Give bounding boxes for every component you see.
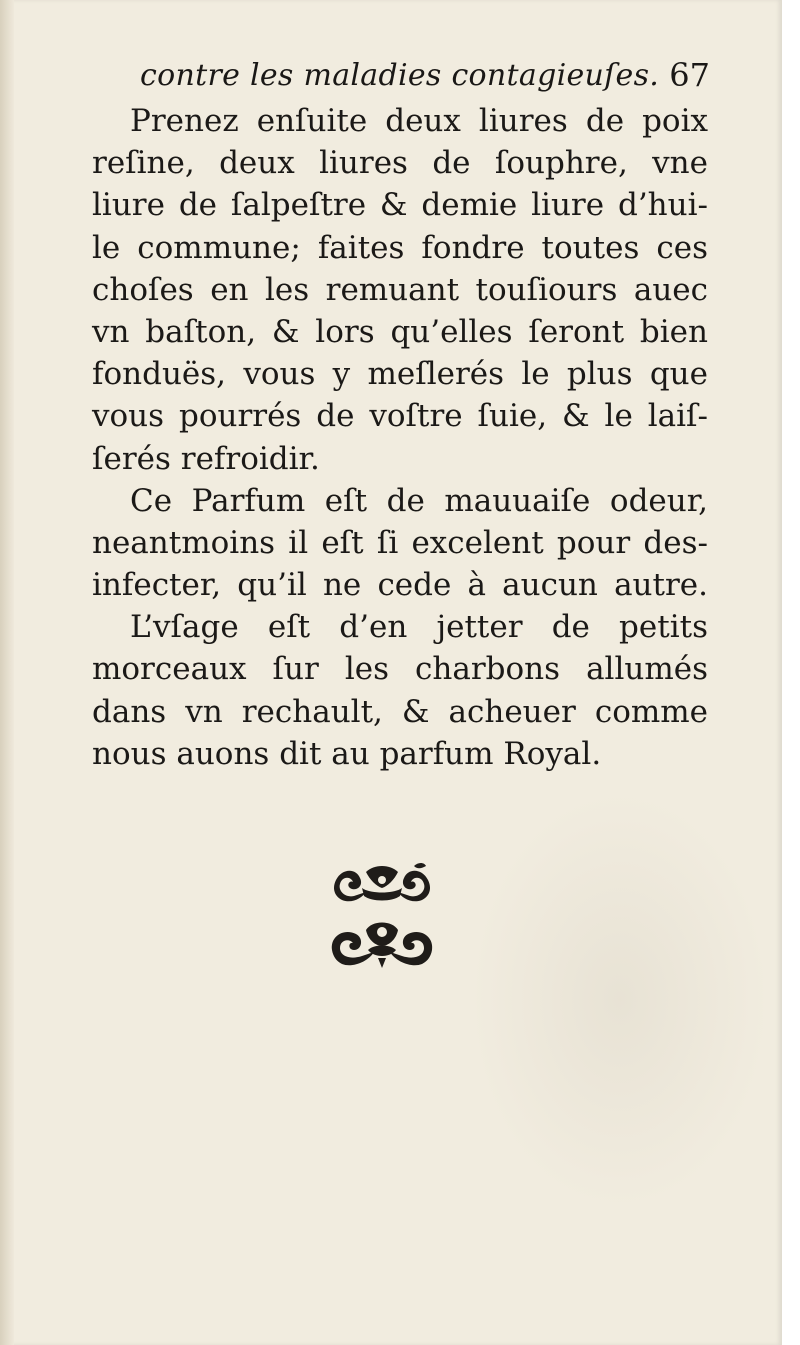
text-line: fonduës, vous y meſlerés le plus que [92,356,708,393]
page-number: 67 [669,56,710,94]
text-line: vous pourrés de voſtre ſuie, & le laiſ- [92,398,708,435]
text-line: liure de ſalpeſtre & demie liure d’hui- [92,187,708,224]
text-line: Ce Parfum eſt de mauuaiſe odeur, [130,482,708,519]
text-line: choſes en les remuant touſiours auec [92,271,708,308]
fleuron-ornament-icon [322,858,442,978]
running-title: contre les maladies contagieuſes. [140,58,660,93]
text-line: reſine, deux liures de ſouphre, vne [92,145,708,182]
text-line: nous auons dit au parfum Royal. [92,735,602,772]
body-text [92,100,708,775]
text-line: neantmoins il eſt ſi excelent pour des- [92,524,708,561]
text-line: morceaux ſur les charbons allumés [92,651,708,688]
show-through-shadow [470,790,770,1210]
page-header [140,50,720,106]
text-line: vn baſton, & lors qu’elles ſeront bien [92,313,708,350]
text-line: dans vn rechault, & acheuer comme [92,693,708,730]
text-line: L’vſage eſt d’en jetter de petits [130,609,708,646]
text-line: Prenez enſuite deux liures de poix [130,103,708,139]
text-line: ſerés refroidir. [92,440,320,477]
text-line: le commune; faites fondre toutes ces [92,229,708,266]
text-line: infecter, qu’il ne cede à aucun autre. [92,567,708,604]
page-gutter-shadow [0,0,14,1345]
